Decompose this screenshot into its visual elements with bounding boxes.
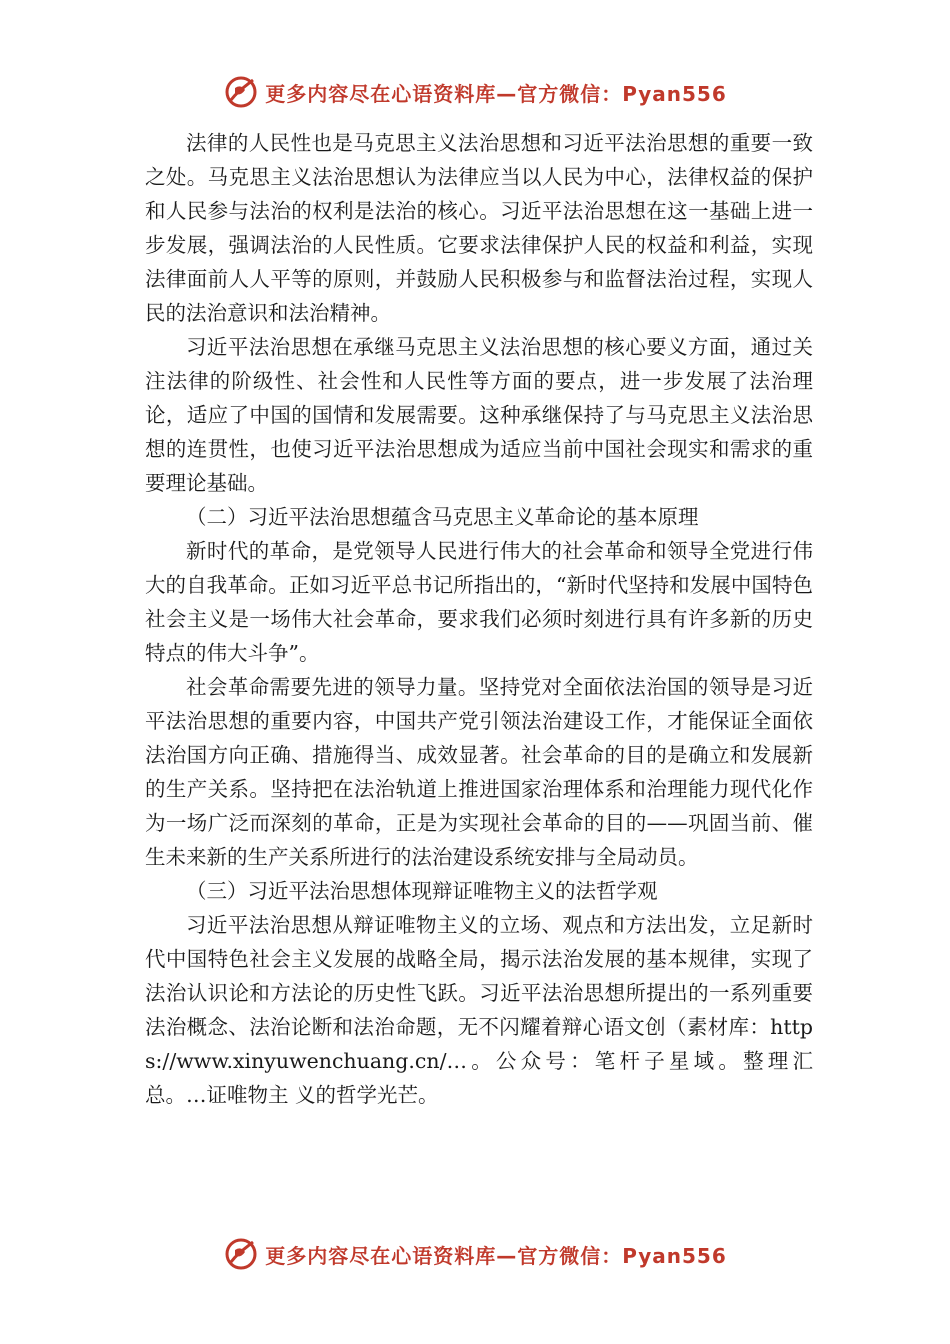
footer-banner-text: 更多内容尽在心语资料库—官方微信：Pyan556 xyxy=(265,1243,727,1268)
header-banner-text: 更多内容尽在心语资料库—官方微信：Pyan556 xyxy=(265,81,727,106)
footer-banner xyxy=(0,1232,950,1276)
paragraph-4: 社会革命需要先进的领导力量。坚持党对全面依法治国的领导是习近平法治思想的重要内容，中国共产党引领法治建设工作，才能保证全面依法治国方向正确、措施得当、成效显著。社会革命的目的是确立和发展新的生产关系。坚持把在法治轨道上推进国家治理体系和治理能力现代化作为一场广泛而深刻的革命，正是为实现社会革命的目的——巩固当前、催生未来新的生产关系所进行的法治建设系统安排与全局动员。 xyxy=(145,675,813,869)
section-heading-2: （二）习近平法治思想蕴含马克思主义革命论的基本原理 xyxy=(186,505,699,529)
section-heading-3: （三）习近平法治思想体现辩证唯物主义的法哲学观 xyxy=(186,879,658,903)
brush-logo-icon xyxy=(223,74,259,110)
paragraph-1: 法律的人民性也是马克思主义法治思想和习近平法治思想的重要一致之处。马克思主义法治思想认为法律应当以人民为中心，法律权益的保护和人民参与法治的权利是法治的核心。习近平法治思想在这一基础上进一步发展，强调法治的人民性质。它要求法律保护人民的权益和利益，实现法律面前人人平等的原则，并鼓励人民积极参与和监督法治过程，实现人民的法治意识和法治精神。 xyxy=(145,131,813,325)
brush-logo-icon xyxy=(223,1236,259,1272)
paragraph-3: 新时代的革命，是党领导人民进行伟大的社会革命和领导全党进行伟大的自我革命。正如习近平总书记所指出的，“新时代坚持和发展中国特色社会主义是一场伟大社会革命，要求我们必须时刻进行具有许多新的历史特点的伟大斗争”。 xyxy=(145,539,813,665)
document-body xyxy=(145,126,813,1112)
header-banner xyxy=(0,70,950,114)
paragraph-5: 习近平法治思想从辩证唯物主义的立场、观点和方法出发，立足新时代中国特色社会主义发展的战略全局，揭示法治发展的基本规律，实现了法治认识论和方法论的历史性飞跃。习近平法治思想所提出的一系列重要法治概念、法治论断和法治命题，无不闪耀着辩心语文创（素材库：https://www.xinyuwenchuang.cn/…。公众号：笔杆子星域。整理汇总。…证唯物主 义的哲学光芒。 xyxy=(145,913,813,1107)
paragraph-2: 习近平法治思想在承继马克思主义法治思想的核心要义方面，通过关注法律的阶级性、社会性和人民性等方面的要点，进一步发展了法治理论，适应了中国的国情和发展需要。这种承继保持了与马克思主义法治思想的连贯性，也使习近平法治思想成为适应当前中国社会现实和需求的重要理论基础。 xyxy=(145,335,813,495)
